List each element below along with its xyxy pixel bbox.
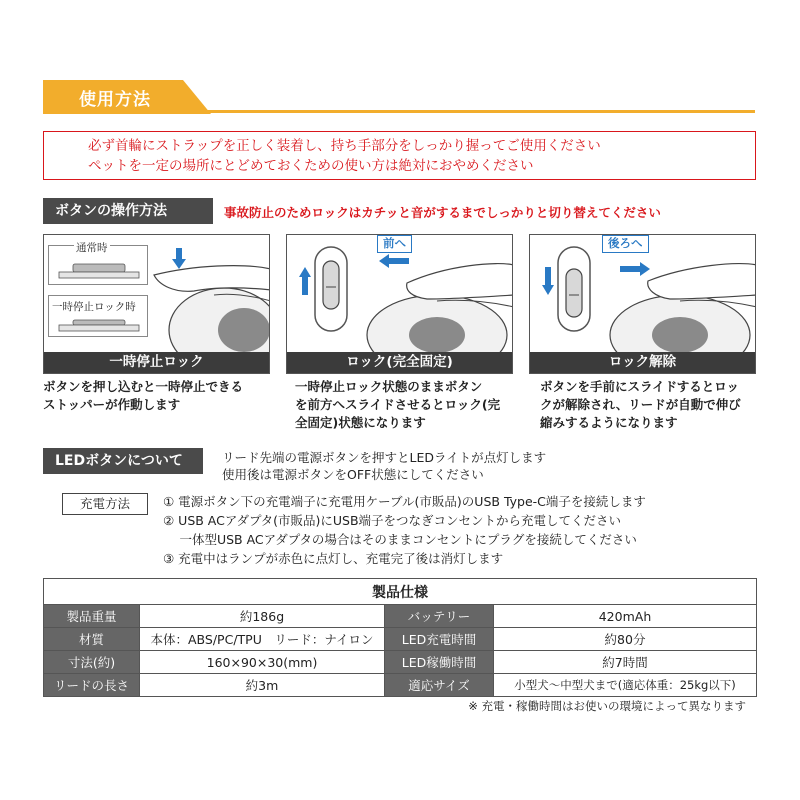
spec-value: 420mAh [494,605,757,628]
charge-steps [163,492,646,568]
page-title: 使用方法 [79,90,151,110]
arrow-down-icon [172,248,186,270]
led-line: 使用後は電源ボタンをOFF状態にしてください [222,467,484,482]
panel-title: ロック(完全固定) [287,352,512,373]
spec-footnote: ※ 充電・稼働時間はお使いの環境によって異なります [468,699,746,713]
spec-key: 材質 [44,628,140,651]
spec-title: 製品仕様 [44,579,757,605]
operation-note: 事故防止のためロックはカチッと音がするまでしっかりと切り替えてください [224,205,661,220]
led-line: リード先端の電源ボタンを押すとLEDライトが点灯します [222,450,547,465]
arrow-left-icon [379,254,409,268]
desc-line: クが解除され、リードが自動で伸び [540,397,741,412]
panel-title: ロック解除 [530,352,755,373]
spec-key: 製品重量 [44,605,140,628]
arrow-up-icon [299,267,311,295]
charge-method-label: 充電方法 [62,493,148,515]
desc-line: ボタンを押し込むと一時停止できる [43,379,244,394]
spec-value: 約3m [140,674,385,697]
table-row [44,605,757,628]
table-row [44,651,757,674]
desc-line: ストッパーが作動します [43,397,181,412]
panel-full-lock [286,234,513,374]
warning-line: ペットを一定の場所にとどめておくための使い方は絶対におやめください [88,158,534,174]
led-section-label: LEDボタンについて [43,448,203,474]
warning-box [43,131,756,180]
pause-state-label: 一時停止ロック時 [52,301,136,313]
spec-value: 160×90×30(mm) [140,651,385,674]
table-row [44,628,757,651]
section-header-tab [43,80,211,114]
spec-key: 寸法(約) [44,651,140,674]
header-underline [200,110,755,113]
panel-title: 一時停止ロック [44,352,269,373]
spec-key: 適応サイズ [385,674,494,697]
desc-line: 縮みするようになります [540,415,678,430]
charge-step: ② USB ACアダプタ(市販品)にUSB端子をつなぎコンセントから充電してください [163,513,622,528]
arrow-right-icon [620,262,650,276]
spec-value: 小型犬〜中型犬まで(適応体重：25kg以下) [494,674,757,697]
charge-step: ① 電源ボタン下の充電端子に充電用ケーブル(市販品)のUSB Type-C端子を接続します [163,494,646,509]
spec-key: LED稼働時間 [385,651,494,674]
spec-value: 約80分 [494,628,757,651]
spec-table [43,578,757,697]
spec-key: バッテリー [385,605,494,628]
panel-pause-lock [43,234,270,374]
desc-line: を前方へスライドさせるとロック(完 [295,397,501,412]
led-description [222,449,546,483]
panel-unlock [529,234,756,374]
panel-description [295,378,500,432]
spec-key: リードの長さ [44,674,140,697]
spec-value: 本体：ABS/PC/TPU リード：ナイロン [140,628,385,651]
charge-step: ③ 充電中はランプが赤色に点灯し、充電完了後は消灯します [163,551,504,566]
desc-line: 一時停止ロック状態のままボタン [295,379,483,394]
direction-tag-backward: 後ろへ [602,235,649,253]
table-row [44,674,757,697]
operation-section-label: ボタンの操作方法 [43,198,213,224]
desc-line: ボタンを手前にスライドするとロッ [540,379,740,394]
desc-line: 全固定)状態になります [295,415,426,430]
warning-line: 必ず首輪にストラップを正しく装着し、持ち手部分をしっかり握ってご使用ください [88,138,601,154]
spec-value: 約186g [140,605,385,628]
charge-step: 一体型USB ACアダプタの場合はそのままコンセントにプラグを接続してください [163,532,637,547]
panel-description [43,378,243,414]
spec-value: 約7時間 [494,651,757,674]
panel-description [540,378,741,432]
direction-tag-forward: 前へ [377,235,412,253]
arrow-down-icon [542,267,554,295]
normal-state-label: 通常時 [76,242,108,254]
spec-key: LED充電時間 [385,628,494,651]
